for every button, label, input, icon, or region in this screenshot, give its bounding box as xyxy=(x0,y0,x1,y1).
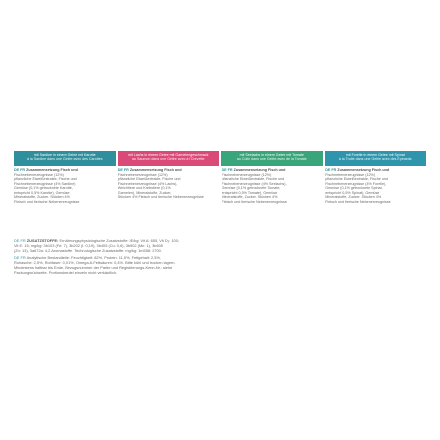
analytics-line: Analytische Bestandteile: Feuchtigkeit: 82%, Protein: 11,5%, Fettgehalt: 2,5%, xyxy=(26,256,162,261)
product-banner-row xyxy=(14,151,426,166)
language-flag-icon: DE FR xyxy=(221,168,233,172)
analytics-line: Mindestens haltbar bis Ende, Bezugsnummer der Partie und Registrierungs-Kenn-Nr.: siehe xyxy=(14,265,173,270)
composition-row xyxy=(14,168,426,218)
composition-heading-text: Zusammensetzung Fisch und xyxy=(129,168,182,172)
composition-line: Fischnebenerzeugnisse (12%) xyxy=(221,172,272,177)
composition-heading-text: Zusammensetzung Fisch und xyxy=(233,168,286,172)
composition-line: Mineralstoffe, Zucker. Stücken 4% xyxy=(325,195,382,199)
composition-line: pflanzliche Eiweißextrakte, Fische und xyxy=(14,177,77,181)
composition-sardine xyxy=(14,168,115,218)
variant-banner-subtitle: au Saumon dans une Gelée avec à l'Crevette xyxy=(132,156,205,161)
composition-line: entspricht 0,5% Spinat), Gemüse xyxy=(325,190,380,195)
language-flag-icon: DE FR xyxy=(14,239,26,243)
composition-trout xyxy=(325,168,426,218)
composition-line: Gemüse (0,1% getrocknete Spinat, xyxy=(325,186,383,190)
variant-banner-trout xyxy=(325,151,427,166)
analytics-paragraph xyxy=(14,256,276,276)
language-flag-icon: DE FR xyxy=(14,256,26,261)
variant-banner-salmon xyxy=(118,151,220,166)
variant-banner-title: mit Seelachs in einem Gelee mit Tomate xyxy=(239,153,304,157)
composition-line: Garnelen), Mineralstoffe, Zucker, xyxy=(117,190,172,195)
composition-line: entspricht 0,5% Karotte), Gemüse xyxy=(14,190,70,195)
composition-line: pflanzliche Eiweißextrakte, Fische und xyxy=(221,177,285,181)
variant-banner-title: mit Sardine in einem Gelee mit Karotte xyxy=(33,153,96,157)
composition-pollock xyxy=(222,168,323,218)
language-flag-icon: DE FR xyxy=(117,168,129,172)
composition-line: pflanzliche Eiweißextrakte, Fische und xyxy=(325,177,388,181)
composition-line: Fleisch und tierische Nebenerzeugnisse xyxy=(14,199,80,204)
additives-label: ZUSATZSTOFFE: xyxy=(26,239,59,243)
language-flag-icon: DE FR xyxy=(14,168,26,172)
composition-line: Fischnebenerzeugnisse (4% Forelle), xyxy=(325,181,387,186)
composition-line: Fleisch und tierische Nebenerzeugnisse xyxy=(221,199,287,204)
composition-line: Mineralstoffe, Zucker. Stücken 4% xyxy=(221,195,278,199)
language-flag-icon: DE FR xyxy=(325,168,337,172)
variant-banner-subtitle: à la Sardine dans une Gelée avec des Carottes xyxy=(26,156,103,161)
analytics-line: Rohasche: 2,5%, Rohfaser: 0,01%, Omega-6-Fettsäuren: 0,4%. Bitte kühl und trocken lagern. xyxy=(14,260,176,265)
composition-line: Gemüse (0,1% getrocknete Tomate, xyxy=(221,186,281,190)
composition-line: Stücken 4% Fleisch und tierische Nebenerzeugnisse xyxy=(117,195,204,199)
composition-line: Fischnebenerzeugnisse (12%) xyxy=(14,172,64,177)
variant-banner-subtitle: à la Truite dans une Gelée avec des Épinards xyxy=(338,156,412,161)
product-info-block xyxy=(14,239,276,278)
variant-banner-sardine xyxy=(14,151,116,166)
additives-paragraph xyxy=(14,239,276,254)
composition-heading-text: Zusammensetzung Fisch und xyxy=(337,168,390,172)
variant-banner-title: mit Lachs in einem Gelee mit Garnelengeschmack xyxy=(128,153,209,157)
additives-line: Ernährungsphysiologische Zusatzstoffe: IE/kg: Vit A: 655, Vit D₃: 100; xyxy=(59,239,179,243)
composition-line: Fischnebenerzeugnisse (4% Sardine) xyxy=(14,181,76,186)
composition-line: Fischnebenerzeugnisse (12%) xyxy=(117,172,168,177)
composition-line: Gemüse (0,1% getrocknete Karotte, xyxy=(14,186,73,190)
composition-line: Fischnebenerzeugnisse (4% Seelachs), xyxy=(221,181,287,186)
composition-line: pflanzliche Eiweißextrakte, Fische und xyxy=(117,177,181,181)
variant-banner-title: mit Forelle in einem Gelee mit Spinat xyxy=(345,153,405,157)
composition-line: Mineralstoffe, Zucker. Stücken 4% xyxy=(14,195,70,199)
composition-line: Fischnebenerzeugnisse (12%) xyxy=(325,172,376,177)
analytics-line: Packungsrückseite. Portionsbeutel einzeln nicht verkäuflich. xyxy=(14,270,118,275)
composition-line: Fleisch und tierische Nebenerzeugnisse xyxy=(325,199,391,204)
composition-heading-text: Zusammensetzung Fisch und xyxy=(26,168,78,172)
composition-salmon xyxy=(118,168,219,218)
composition-line: Fischnebenerzeugnisse (4% Lachs), xyxy=(117,181,178,186)
variant-banner-subtitle: au Colin dans une Gelée avec de la Tomate xyxy=(236,156,307,161)
variant-banner-pollock xyxy=(221,151,323,166)
composition-line: entspricht 0,5% Tomate), Gemüse xyxy=(221,190,278,195)
additives-line: Vit E: 15; mg/kg: 3b103 (Fe: 7), 3b202 (I: 0,19), 3b405 (Cu: 0,6), 3b502 (Mn: 1), 3b605 xyxy=(14,243,163,248)
additives-line: (Zn: 13), 3a672a: 4,2 Aromastoffe. Technologische Zusatzstoffe: mg/kg: 1m558: 2700. xyxy=(14,248,162,253)
composition-line: Weichtiere und Krebstiere (0,1% xyxy=(117,186,171,190)
